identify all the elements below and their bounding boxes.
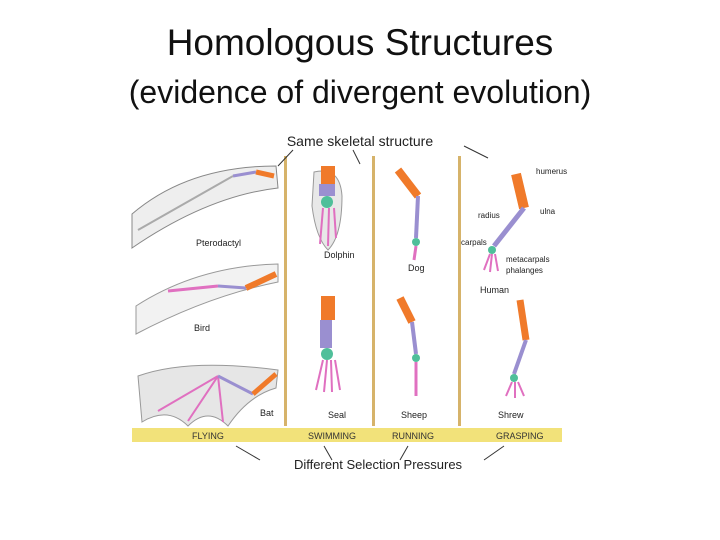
bone-label-carpals: carpals [461,238,487,247]
pterodactyl-wing [132,166,278,248]
slide-subtitle: (evidence of divergent evolution) [128,74,592,110]
animal-label-human: Human [480,285,510,295]
dog-foreleg [398,170,420,260]
column-divider [372,156,375,426]
animal-label-seal: Seal [328,410,347,420]
seal-flipper [316,296,340,392]
bottom-caption: Different Selection Pressures [293,457,463,472]
dolphin-flipper [312,166,342,250]
caption-arrow [484,446,504,460]
animal-label-dolphin: Dolphin [324,250,355,260]
bone-label-radius: radius [478,211,500,220]
caption-arrow [353,150,360,164]
animal-label-pterodactyl: Pterodactyl [196,238,242,248]
animal-label-shrew: Shrew [498,410,524,420]
shrew-foreleg [506,300,526,398]
pressure-label-running: RUNNING [392,431,434,441]
bone-label-humerus: humerus [536,167,568,176]
pressure-label-flying: FLYING [192,431,224,441]
animal-label-sheep: Sheep [401,410,428,420]
caption-arrow [236,446,260,460]
animal-label-bird: Bird [194,323,211,333]
animal-label-dog: Dog [408,263,425,273]
bone-label-phalanges: phalanges [506,266,543,275]
bat-wing [138,365,278,426]
top-caption: Same skeletal structure [286,133,434,149]
pressure-label-swimming: SWIMMING [308,431,356,441]
column-divider [284,156,287,426]
column-divider [458,156,461,426]
bone-label-ulna: ulna [540,207,556,216]
bone-label-metacarpals: metacarpals [506,255,550,264]
animal-label-bat: Bat [260,408,274,418]
caption-arrow [464,146,488,158]
homology-diagram [128,126,568,476]
slide-title: Homologous Structures [166,22,554,63]
pressure-label-grasping: GRASPING [496,431,544,441]
sheep-foreleg [400,298,420,396]
